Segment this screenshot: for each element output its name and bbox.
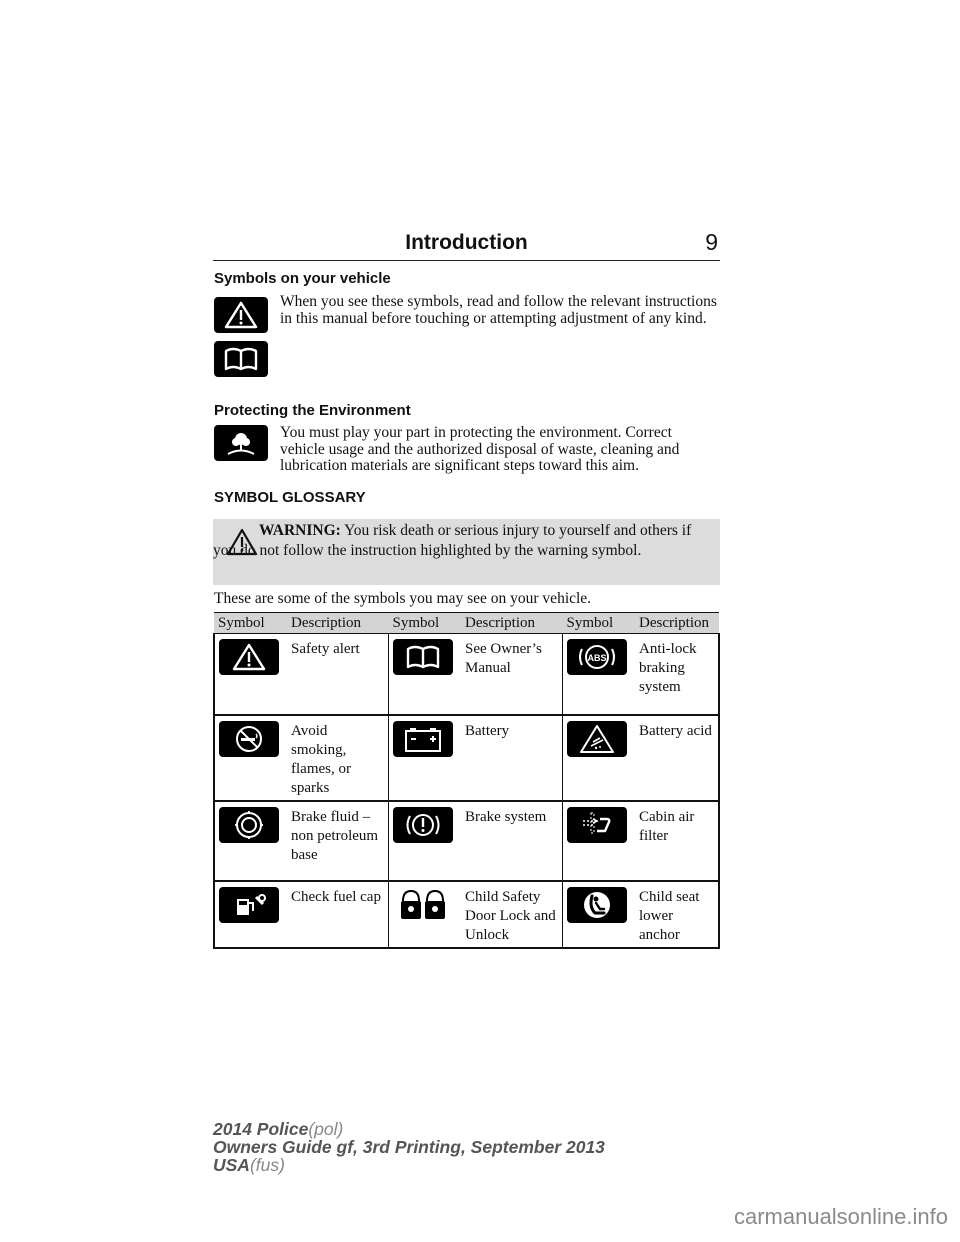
glossary-description: Avoid smoking, flames, or sparks [287, 715, 389, 801]
column-header: Symbol [389, 613, 462, 634]
watermark: carmanualsonline.info [733, 1204, 948, 1229]
owners-manual-icon [393, 639, 453, 675]
environment-text: You must play your part in protecting the environment. Correct vehicle usage and the authorized disposal of waste, cleaning and lubrication materials are significant steps toward this aim. [280, 424, 680, 474]
glossary-description: Brake system [461, 801, 563, 881]
tree-environment-icon [214, 425, 268, 461]
brake-system-icon [393, 807, 453, 843]
battery-acid-icon [567, 721, 627, 757]
child-seat-anchor-icon [567, 887, 627, 923]
safety-alert-icon [219, 639, 279, 675]
column-header: Symbol [214, 613, 287, 634]
warning-label: WARNING: [259, 522, 341, 539]
child-safety-lock-icon [393, 887, 453, 923]
symbols-text: When you see these symbols, read and follow the relevant instructions in this manual before touching or attempting adjustment of any kind. [280, 293, 717, 327]
no-smoking-icon [219, 721, 279, 757]
glossary-description: Child seat lower anchor [635, 881, 719, 948]
column-header: Description [461, 613, 563, 634]
column-header: Description [287, 613, 389, 634]
warning-text [213, 521, 708, 561]
symbol-glossary-table [213, 612, 720, 949]
glossary-description: Cabin air filter [635, 801, 719, 881]
cabin-air-filter-icon [567, 807, 627, 843]
glossary-description: Child Safety Door Lock and Unlock [461, 881, 563, 948]
table-row [214, 881, 719, 948]
owners-manual-book-icon [214, 341, 268, 377]
glossary-description: See Owner’s Manual [461, 634, 563, 715]
glossary-description: Battery acid [635, 715, 719, 801]
document-footer [213, 1120, 605, 1174]
table-row [214, 715, 719, 801]
table-row [214, 801, 719, 881]
page-title: Introduction [405, 231, 528, 254]
table-header-row [214, 613, 719, 634]
footer-line-2: Owners Guide gf, 3rd Printing, September 2013 [213, 1137, 605, 1157]
symbols-heading: Symbols on your vehicle [214, 270, 391, 287]
glossary-heading: SYMBOL GLOSSARY [214, 489, 366, 506]
footer-line-1: 2014 Police(pol) [213, 1119, 344, 1139]
glossary-description: Battery [461, 715, 563, 801]
glossary-description: Check fuel cap [287, 881, 389, 948]
column-header: Symbol [563, 613, 636, 634]
battery-icon [393, 721, 453, 757]
column-header: Description [635, 613, 719, 634]
warning-box [213, 519, 720, 585]
check-fuel-cap-icon [219, 887, 279, 923]
environment-heading: Protecting the Environment [214, 402, 411, 419]
glossary-description: Safety alert [287, 634, 389, 715]
glossary-description: Anti-lock braking system [635, 634, 719, 715]
warning-body: You risk death or serious injury to yourself and others if you do not follow the instruction highlighted by the warning symbol. [213, 522, 692, 559]
page-header [213, 228, 720, 261]
page-number: 9 [705, 229, 718, 255]
brake-fluid-icon [219, 807, 279, 843]
footer-line-3: USA(fus) [213, 1155, 285, 1175]
svg-text:ABS: ABS [587, 653, 607, 663]
abs-icon [567, 639, 627, 675]
glossary-intro: These are some of the symbols you may see on your vehicle. [214, 590, 592, 607]
warning-triangle-icon [214, 297, 268, 333]
table-row [214, 634, 719, 715]
glossary-description: Brake fluid – non petroleum base [287, 801, 389, 881]
